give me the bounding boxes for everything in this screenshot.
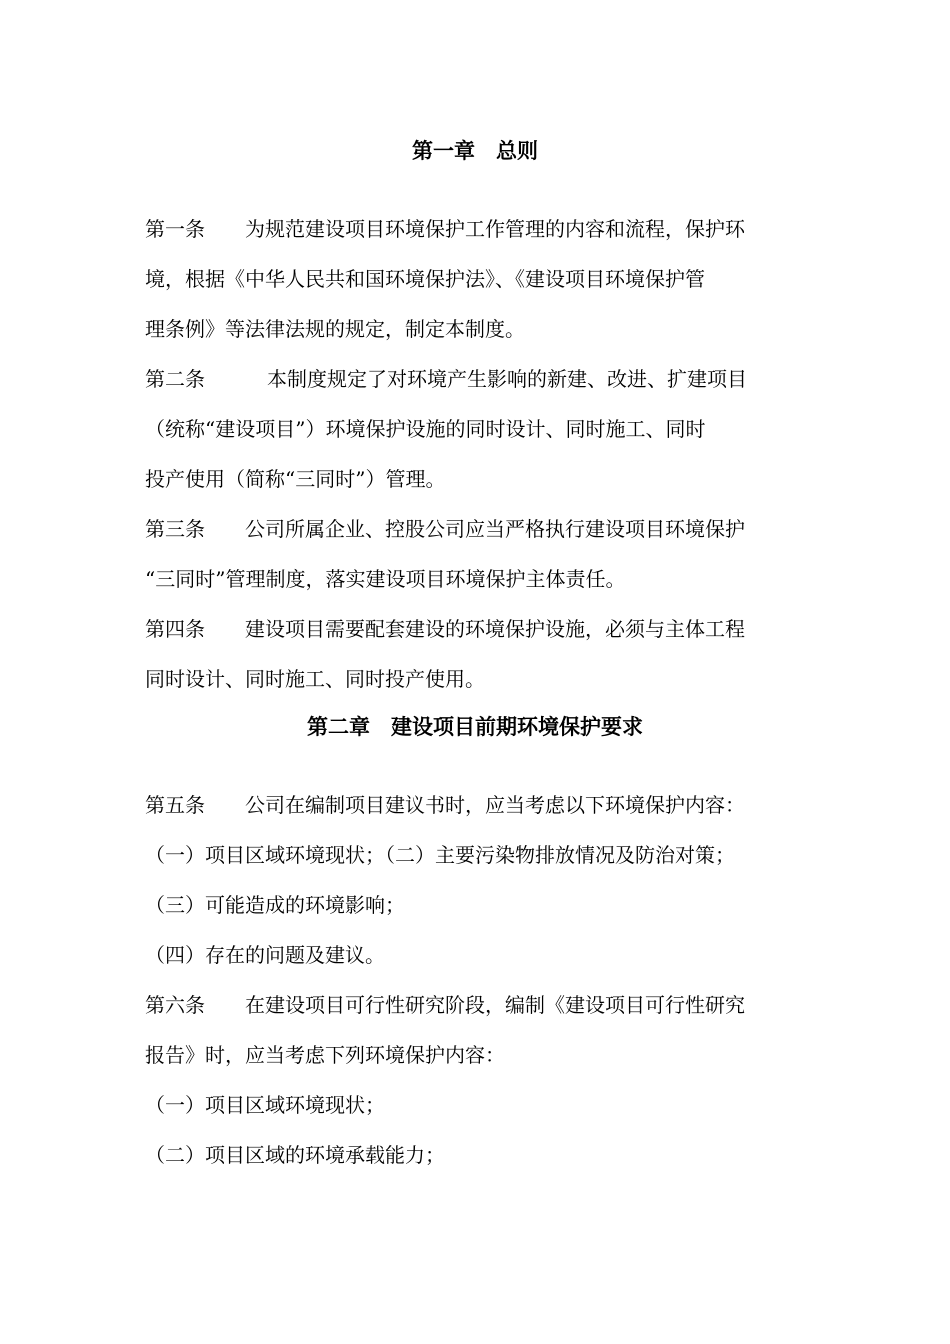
article1-text-2: 境，根据《中华人民共和国环境保护法》、《建设项目环境保护管	[145, 267, 705, 291]
article2-text-1: 本制度规定了对环境产生影响的新建、改进、扩建项目	[267, 367, 747, 391]
article4-label: 第四条	[145, 617, 205, 641]
article6-text-1: 在建设项目可行性研究阶段，编制《建设项目可行性研究	[245, 993, 745, 1017]
article5-text-2: （一）项目区域环境现状；（二）主要污染物排放情况及防治对策；	[145, 843, 735, 867]
article5-text-1: 公司在编制项目建议书时，应当考虑以下环境保护内容：	[245, 793, 745, 817]
article3-label: 第三条	[145, 517, 205, 541]
chapter2-title: 第二章 建设项目前期环境保护要求	[307, 715, 643, 739]
article6-line1	[145, 990, 810, 1020]
article5-text-4: （四）存在的问题及建议。	[145, 943, 385, 967]
article5-line1	[145, 790, 810, 820]
article1-line1	[145, 214, 810, 244]
article3-text-2: “三同时”管理制度，落实建设项目环境保护主体责任。	[145, 567, 626, 591]
article2-line1	[145, 364, 810, 394]
article4-text-1: 建设项目需要配套建设的环境保护设施，必须与主体工程	[245, 617, 745, 641]
article1-text-1: 为规范建设项目环境保护工作管理的内容和流程，保护环	[245, 217, 745, 241]
chapter1-title: 第一章 总则	[412, 139, 538, 163]
article6-text-4: （二）项目区域的环境承载能力；	[145, 1143, 445, 1167]
article4-text-2: 同时设计、同时施工、同时投产使用。	[145, 667, 485, 691]
article3-text-1: 公司所属企业、控股公司应当严格执行建设项目环境保护	[245, 517, 745, 541]
article6-text-2: 报告》时，应当考虑下列环境保护内容：	[145, 1043, 505, 1067]
article1-text-3: 理条例》等法律法规的规定，制定本制度。	[145, 317, 525, 341]
article2-label: 第二条	[145, 367, 205, 391]
article3-line1	[145, 514, 810, 544]
article5-text-3: （三）可能造成的环境影响；	[145, 893, 405, 917]
article2-text-3: 投产使用（简称“三同时”）管理。	[145, 467, 446, 491]
article6-text-3: （一）项目区域环境现状；	[145, 1093, 385, 1117]
article2-text-2: （统称“建设项目”）环境保护设施的同时设计、同时施工、同时	[145, 417, 706, 441]
article6-label: 第六条	[145, 993, 205, 1017]
article1-label: 第一条	[145, 217, 205, 241]
article5-label: 第五条	[145, 793, 205, 817]
article4-line1	[145, 614, 810, 644]
